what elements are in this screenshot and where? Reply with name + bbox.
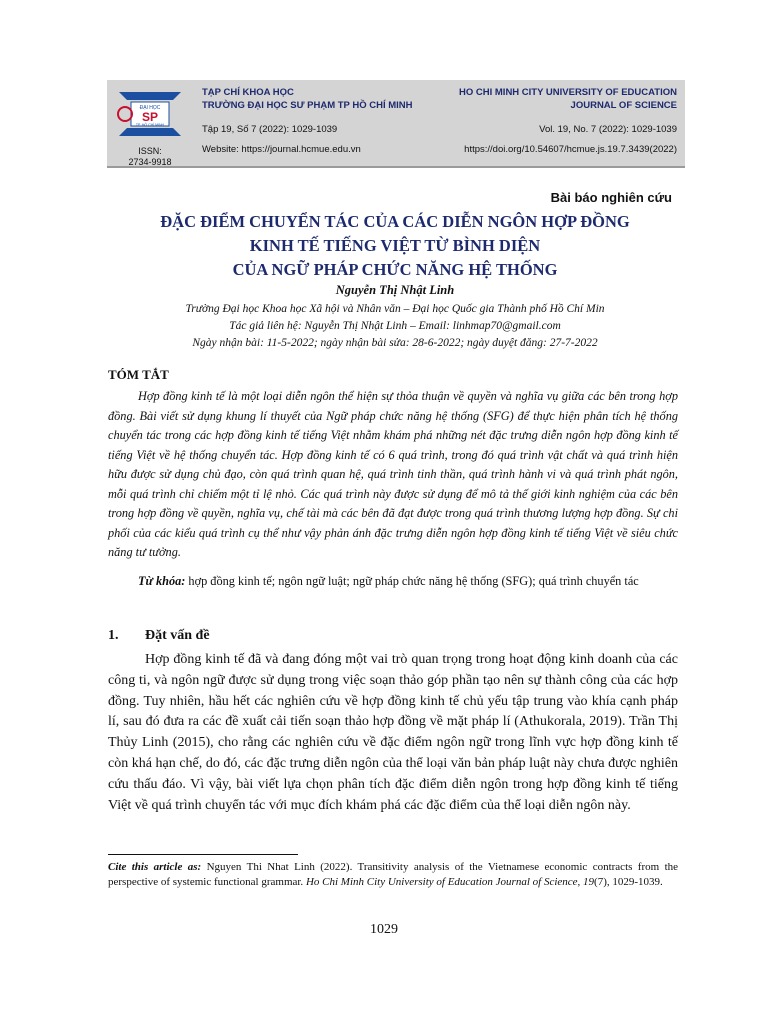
website-link[interactable]: Website: https://journal.hcmue.edu.vn: [202, 144, 361, 155]
journal-header: [107, 80, 685, 168]
article-title: [100, 210, 690, 282]
issn-block: [111, 146, 189, 168]
citation-label: Cite this article as:: [108, 861, 202, 873]
journal-name-vi: TẠP CHÍ KHOA HỌC: [202, 87, 294, 98]
journal-publisher-vi: TRƯỜNG ĐẠI HỌC SƯ PHẠM TP HỒ CHÍ MINH: [202, 100, 413, 111]
title-line: ĐẶC ĐIỂM CHUYỂN TÁC CỦA CÁC DIỄN NGÔN HỢP ĐỒNG: [160, 212, 630, 231]
section-paragraph: Hợp đồng kinh tế đã và đang đóng một vai trò quan trọng trong hoạt động kinh doanh của các công ti, và ngôn ngữ được sử dụng trong việc soạn thảo góp phần tạo nên sự thành công của các hợp đồng. Tuy nhiên, hầu hết các nghiên cứu về hợp đồng kinh tế chủ yếu tập trung vào khía cạnh pháp lí, sau đó đưa ra các đề xuất cải tiến soạn thảo hợp đồng về mặt pháp lí (Athukorala, 2019). Trần Thị Thủy Linh (2015), cho rằng các nghiên cứu về đặc điểm ngôn ngữ trong lĩnh vực hợp đồng kinh tế còn khá hạn chế, do đó, các đặc trưng diễn ngôn của thể loại văn bản pháp luật này chưa được nghiên cứu thấu đáo. Vì vậy, bài viết lựa chọn phân tích đặc điểm diễn ngôn trong hợp đồng kinh tế tiếng Việt về quá trình chuyển tác với mục đích khám phá các đặc điểm của thể loại diễn ngôn này.: [108, 652, 678, 813]
keywords: [108, 572, 678, 592]
keywords-text: hợp đồng kinh tế; ngôn ngữ luật; ngữ pháp chức năng hệ thống (SFG); quá trình chuyển tác: [188, 574, 639, 588]
author-info: [100, 301, 690, 352]
article-type: Bài báo nghiên cứu: [550, 190, 672, 205]
title-line: CỦA NGỮ PHÁP CHỨC NĂNG HỆ THỐNG: [232, 260, 558, 279]
abstract-heading: TÓM TẮT: [108, 367, 169, 382]
submission-dates: Ngày nhận bài: 11-5-2022; ngày nhận bài sửa: 28-6-2022; ngày duyệt đăng: 27-7-2022: [192, 337, 598, 349]
section-heading: [108, 628, 210, 644]
header-right: [407, 86, 677, 155]
issn-value: 2734-9918: [128, 157, 172, 167]
author-name: Nguyễn Thị Nhật Linh: [335, 283, 455, 297]
issn-label: ISSN:: [138, 146, 162, 156]
volume-vi: Tập 19, Số 7 (2022): 1029-1039: [202, 124, 338, 135]
affiliation: Trường Đại học Khoa học Xã hội và Nhân văn – Đại học Quốc gia Thành phố Hồ Chí Min: [185, 303, 605, 315]
header-left: [202, 86, 442, 155]
citation-journal: Ho Chi Minh City University of Education Journal of Science, 19: [305, 875, 595, 888]
journal-publisher-en: HO CHI MINH CITY UNIVERSITY OF EDUCATION: [459, 87, 677, 98]
citation-issue: (7), 1029-1039.: [594, 875, 663, 888]
title-line: KINH TẾ TIẾNG VIỆT TỪ BÌNH DIỆN: [249, 236, 541, 255]
doi-link[interactable]: https://doi.org/10.54607/hcmue.js.19.7.3439(2022): [464, 144, 677, 155]
university-logo: [107, 80, 193, 140]
section-title: Đặt vấn đề: [145, 628, 210, 643]
logo-text-bottom: TP. HỒ CHÍ MINH: [135, 123, 165, 127]
citation-footnote: [108, 860, 678, 889]
journal-name-en: JOURNAL OF SCIENCE: [570, 100, 677, 111]
citation-text: Nguyen Thi Nhat Linh (2022). Transitivity analysis of the Vietnamese economic contracts from the perspective of systemic functional grammar.: [108, 861, 679, 888]
corresponding-author: Tác giả liên hệ: Nguyễn Thị Nhật Linh – Email: linhmap70@gmail.com: [229, 320, 561, 332]
volume-en: Vol. 19, No. 7 (2022): 1029-1039: [539, 124, 677, 135]
logo-text-top: ĐẠI HỌC: [139, 105, 161, 111]
abstract-text: Hợp đồng kinh tế là một loại diễn ngôn thể hiện sự thỏa thuận về quyền và nghĩa vụ giữa các bên trong hợp đồng. Bài viết sử dụng khung lí thuyết của Ngữ pháp chức năng hệ thống (SFG) để thực hiện phân tích hệ thống chuyển tác trong các hợp đồng kinh tế tiếng Việt nhằm khám phá những nét đặc trưng diễn ngôn hợp đồng kinh tế tiếng Việt về hệ thống chuyển tác. Hợp đồng kinh tế có 6 quá trình, trong đó quá trình vật chất và quá trình hiện hữu được sử dụng chủ đạo, còn quá trình quan hệ, quá trình tinh thần, quá trình hành vi và quá trình phát ngôn, mỗi quá trình chỉ chiếm một tỉ lệ nhỏ. Các quá trình này được sử dụng để mô tả thế giới kinh nghiệm của các bên trong hợp đồng về quyền, nghĩa vụ, chế tài mà các bên đã đạt được trong quá trình thương lượng hợp đồng. Sự chi phối của các kiểu quá trình cụ thể như vậy phản ánh đặc trưng diễn ngôn hợp đồng kinh tế tiếng Việt về siêu chức năng tư tưởng.: [108, 389, 678, 559]
keywords-label: Từ khóa:: [138, 574, 186, 588]
logo-text-main: SP: [141, 110, 159, 124]
section-number: 1.: [108, 628, 119, 643]
footnote-divider: [108, 854, 298, 855]
hcmue-logo-icon: [113, 88, 187, 140]
page-number: 1029: [370, 922, 398, 937]
